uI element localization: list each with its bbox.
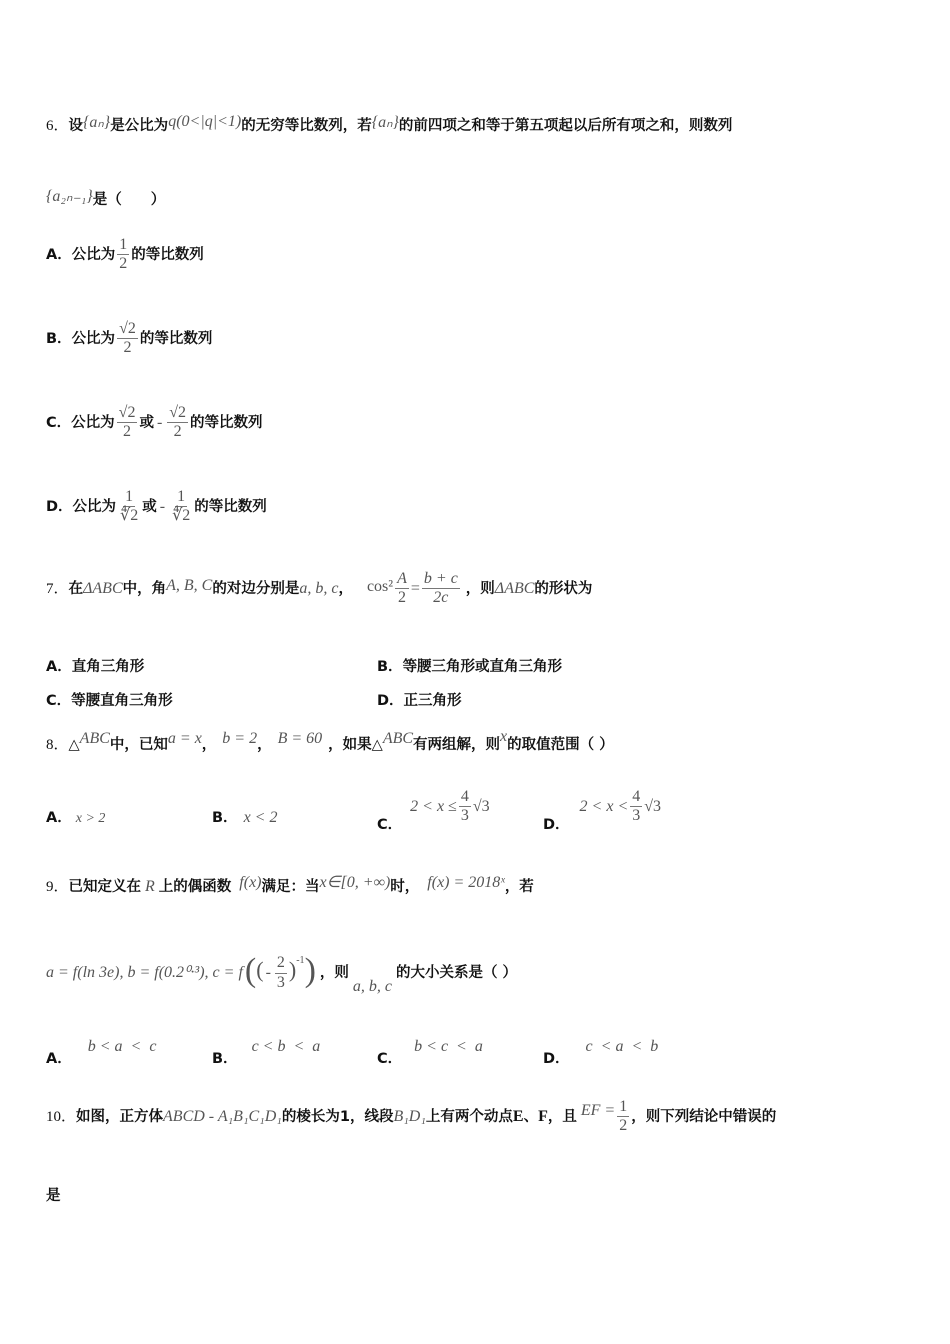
q7-stem: 7．在ΔABC中，角A, B, C的对边分别是a, b, c， cos² $\frac{A}{2}$ = $\frac{b + c}{2c}$ ，则ΔABC的形状为 bbox=[46, 570, 593, 607]
q10-fraction: $\frac{1}{2}$ bbox=[619, 1098, 628, 1135]
q8-option-d[interactable]: D．2 < x < $\frac{4}{3}$ √3 bbox=[543, 788, 662, 833]
q6-line2: {a₂ₙ₋₁}是（ ） bbox=[46, 188, 166, 208]
q7-number: 7． bbox=[46, 580, 69, 597]
q6-option-c[interactable]: C．公比为 $\frac{√2}{2}$ 或 - $\frac{√2}{2}$ 的等比数列 bbox=[46, 404, 263, 441]
q6-seq-a2n1: {a₂ₙ₋₁} bbox=[46, 188, 93, 205]
q6-c-fraction: $\frac{√2}{2}$ bbox=[118, 404, 136, 441]
q6-line1: 6．设{aₙ}是公比为q(0<|q|<1)的无穷等比数列，若{aₙ}的前四项之和等于第五项起以后所有项之和，则数列 bbox=[46, 113, 733, 134]
q6-seq-an-2: {aₙ} bbox=[371, 114, 399, 131]
q9-inner-fraction: $\frac{2}{3}$ bbox=[276, 954, 285, 991]
q7-fraction-bc: $\frac{b + c}{2c}$ bbox=[423, 570, 458, 607]
q6-b-fraction: $\frac{√2}{2}$ bbox=[119, 320, 136, 357]
q6-a-fraction: $\frac{1}{2}$ bbox=[119, 236, 128, 273]
q6-option-a[interactable]: A．公比为 $\frac{1}{2}$ 的等比数列 bbox=[46, 236, 204, 273]
q6-c-fraction-2: $\frac{√2}{2}$ bbox=[169, 404, 187, 441]
q7-fraction-a2: $\frac{A}{2}$ bbox=[397, 570, 407, 607]
q9-stem-line1: 9．已知定义在 R 上的偶函数 f(x)满足：当x∈[0, +∞)时， f(x) = 2018ˣ，若 bbox=[46, 874, 534, 895]
q8-option-a[interactable]: A． x > 2 bbox=[46, 810, 106, 826]
q6-seq-an: {aₙ} bbox=[83, 114, 111, 131]
q6-q-condition: q(0<|q|<1) bbox=[168, 113, 242, 130]
q9-number: 9． bbox=[46, 879, 69, 895]
q6-d-fraction-2: $\frac{1}{∜2}$ bbox=[172, 488, 191, 525]
q6-option-d[interactable]: D．公比为 $\frac{1}{∜2}$ 或 - $\frac{1}{∜2}$ 的等比数列 bbox=[46, 488, 267, 525]
q8-stem: 8．△ABC中，已知a = x， b = 2， B = 60 ，如果△ABC有两组解，则x的取值范围（ ） bbox=[46, 728, 614, 753]
q7-option-a[interactable]: A．直角三角形 bbox=[46, 659, 145, 675]
q7-option-c[interactable]: C．等腰直角三角形 bbox=[46, 693, 173, 709]
q6-number: 6． bbox=[46, 118, 69, 134]
q9-option-a[interactable]: A．b < a < c bbox=[46, 1038, 157, 1067]
q10-number: 10． bbox=[46, 1108, 77, 1125]
q9-option-d[interactable]: D．c < a < b bbox=[543, 1038, 659, 1067]
q10-stem-line1: 10．如图，正方体ABCD - A₁B₁C₁D₁的棱长为1，线段B₁D₁上有两个动点E、F，且 EF = $\frac{1}{2}$ ，则下列结论中错误的 bbox=[46, 1098, 777, 1135]
q8-option-b[interactable]: B． x < 2 bbox=[212, 809, 278, 826]
q7-option-b[interactable]: B．等腰三角形或直角三角形 bbox=[377, 659, 563, 675]
q7-option-d[interactable]: D．正三角形 bbox=[377, 693, 462, 709]
q8-d-fraction: $\frac{4}{3}$ bbox=[632, 788, 641, 825]
q8-number: 8． bbox=[46, 737, 69, 753]
q10-stem-line2: 是 bbox=[46, 1188, 61, 1204]
q6-d-fraction: $\frac{1}{∜2}$ bbox=[120, 488, 139, 525]
q8-c-fraction: $\frac{4}{3}$ bbox=[460, 788, 469, 825]
q9-option-c[interactable]: C．b < c < a bbox=[377, 1038, 483, 1067]
q9-stem-line2: a = f(ln 3e), b = f(0.2⁰·³), c = f(( - $\frac{2}{3}$ )$^{-1}$) ，则a, b, c的大小关系是（ ） bbox=[46, 952, 518, 995]
q6-option-b[interactable]: B．公比为 $\frac{√2}{2}$ 的等比数列 bbox=[46, 320, 213, 357]
q9-option-b[interactable]: B．c < b < a bbox=[212, 1038, 321, 1067]
q8-option-c[interactable]: C．2 < x ≤ $\frac{4}{3}$ √3 bbox=[377, 788, 490, 833]
